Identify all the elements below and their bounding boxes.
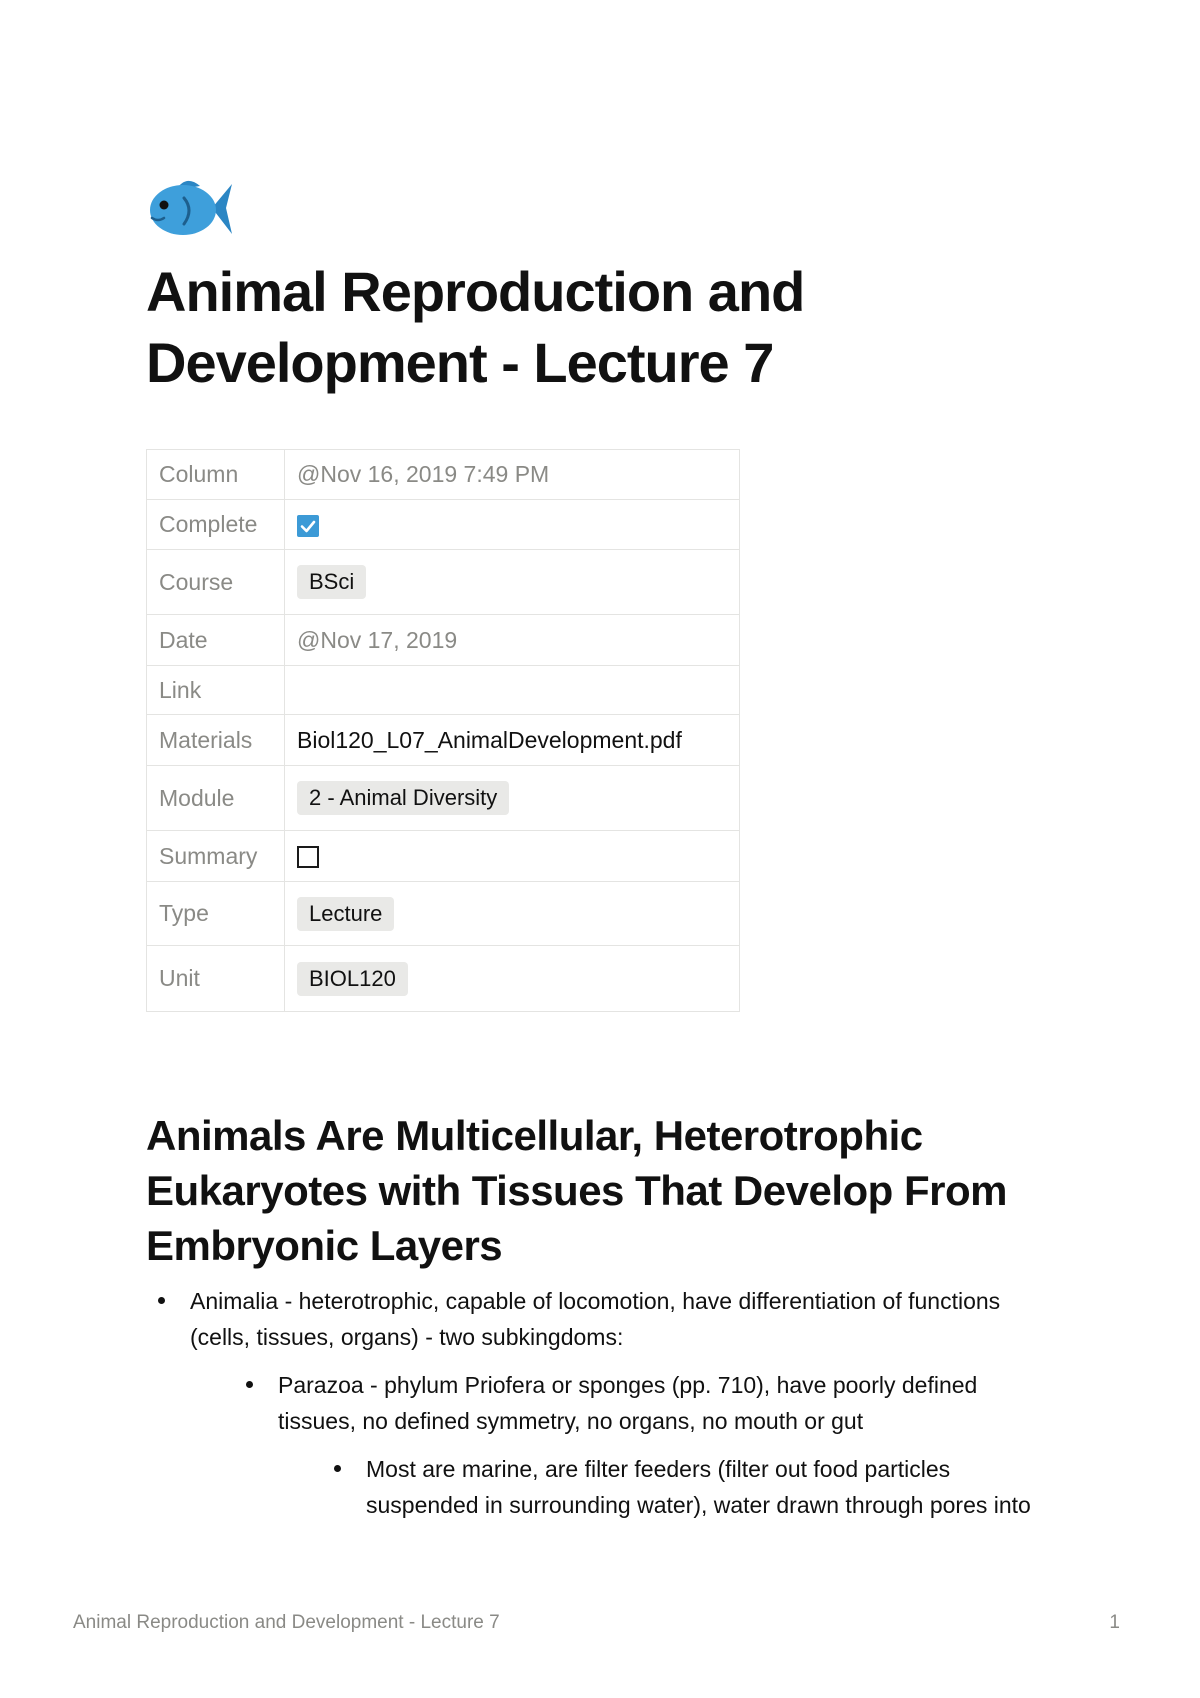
list-item [146,1283,1046,1523]
property-row-link [147,666,740,715]
date-value[interactable]: @Nov 17, 2019 [285,615,740,666]
summary-checkbox[interactable] [297,846,319,868]
complete-checkbox[interactable] [297,515,319,537]
page-number: 1 [1109,1612,1120,1633]
page-title: Animal Reproduction and Development - Lecture 7 [146,260,805,394]
property-label: Link [147,666,285,715]
property-row-type [147,882,740,946]
fish-icon [146,172,234,244]
checkmark-icon [297,515,319,537]
property-label: Course [147,550,285,615]
unit-tag[interactable]: BIOL120 [297,962,408,996]
property-row-date [147,615,740,666]
list-item-text: Parazoa - phylum Priofera or sponges (pp. 710), have poorly defined tissues, no defined symmetry, no organs, no mouth or gut [278,1372,978,1434]
module-tag[interactable]: 2 - Animal Diversity [297,781,509,815]
link-value[interactable] [285,666,740,715]
bullet-dot [158,1297,165,1304]
bullet-dot [246,1381,253,1388]
property-label: Materials [147,715,285,766]
property-row-module [147,766,740,831]
materials-file-link[interactable]: Biol120_L07_AnimalDevelopment.pdf [285,715,740,766]
property-label: Column [147,450,285,500]
section-heading: Animals Are Multicellular, Heterotrophic Eukaryotes with Tissues That Develop From Embryonic Layers [146,1112,1007,1269]
nested-bullet-list [278,1451,1046,1523]
property-row-materials [147,715,740,766]
property-row-unit [147,946,740,1012]
bullet-dot [334,1465,341,1472]
list-item-text: Most are marine, are filter feeders (filter out food particles suspended in surrounding water), water drawn through pores into [366,1456,1031,1518]
property-label: Summary [147,831,285,882]
property-label: Type [147,882,285,946]
list-item [234,1367,1046,1523]
property-label: Unit [147,946,285,1012]
property-row-course [147,550,740,615]
property-label: Module [147,766,285,831]
property-row-summary [147,831,740,882]
type-tag[interactable]: Lecture [297,897,394,931]
list-item-text: Animalia - heterotrophic, capable of locomotion, have differentiation of functions (cells, tissues, organs) - two subkingdoms: [190,1288,1001,1350]
column-value[interactable]: @Nov 16, 2019 7:49 PM [285,450,740,500]
property-row-complete [147,500,740,550]
property-label: Date [147,615,285,666]
property-label: Complete [147,500,285,550]
properties-table [146,449,740,1012]
nested-bullet-list [190,1367,1046,1523]
footer-title: Animal Reproduction and Development - Lecture 7 [73,1612,500,1633]
bullet-list [146,1283,1046,1535]
property-row-column [147,450,740,500]
list-item [322,1451,1046,1523]
course-tag[interactable]: BSci [297,565,366,599]
